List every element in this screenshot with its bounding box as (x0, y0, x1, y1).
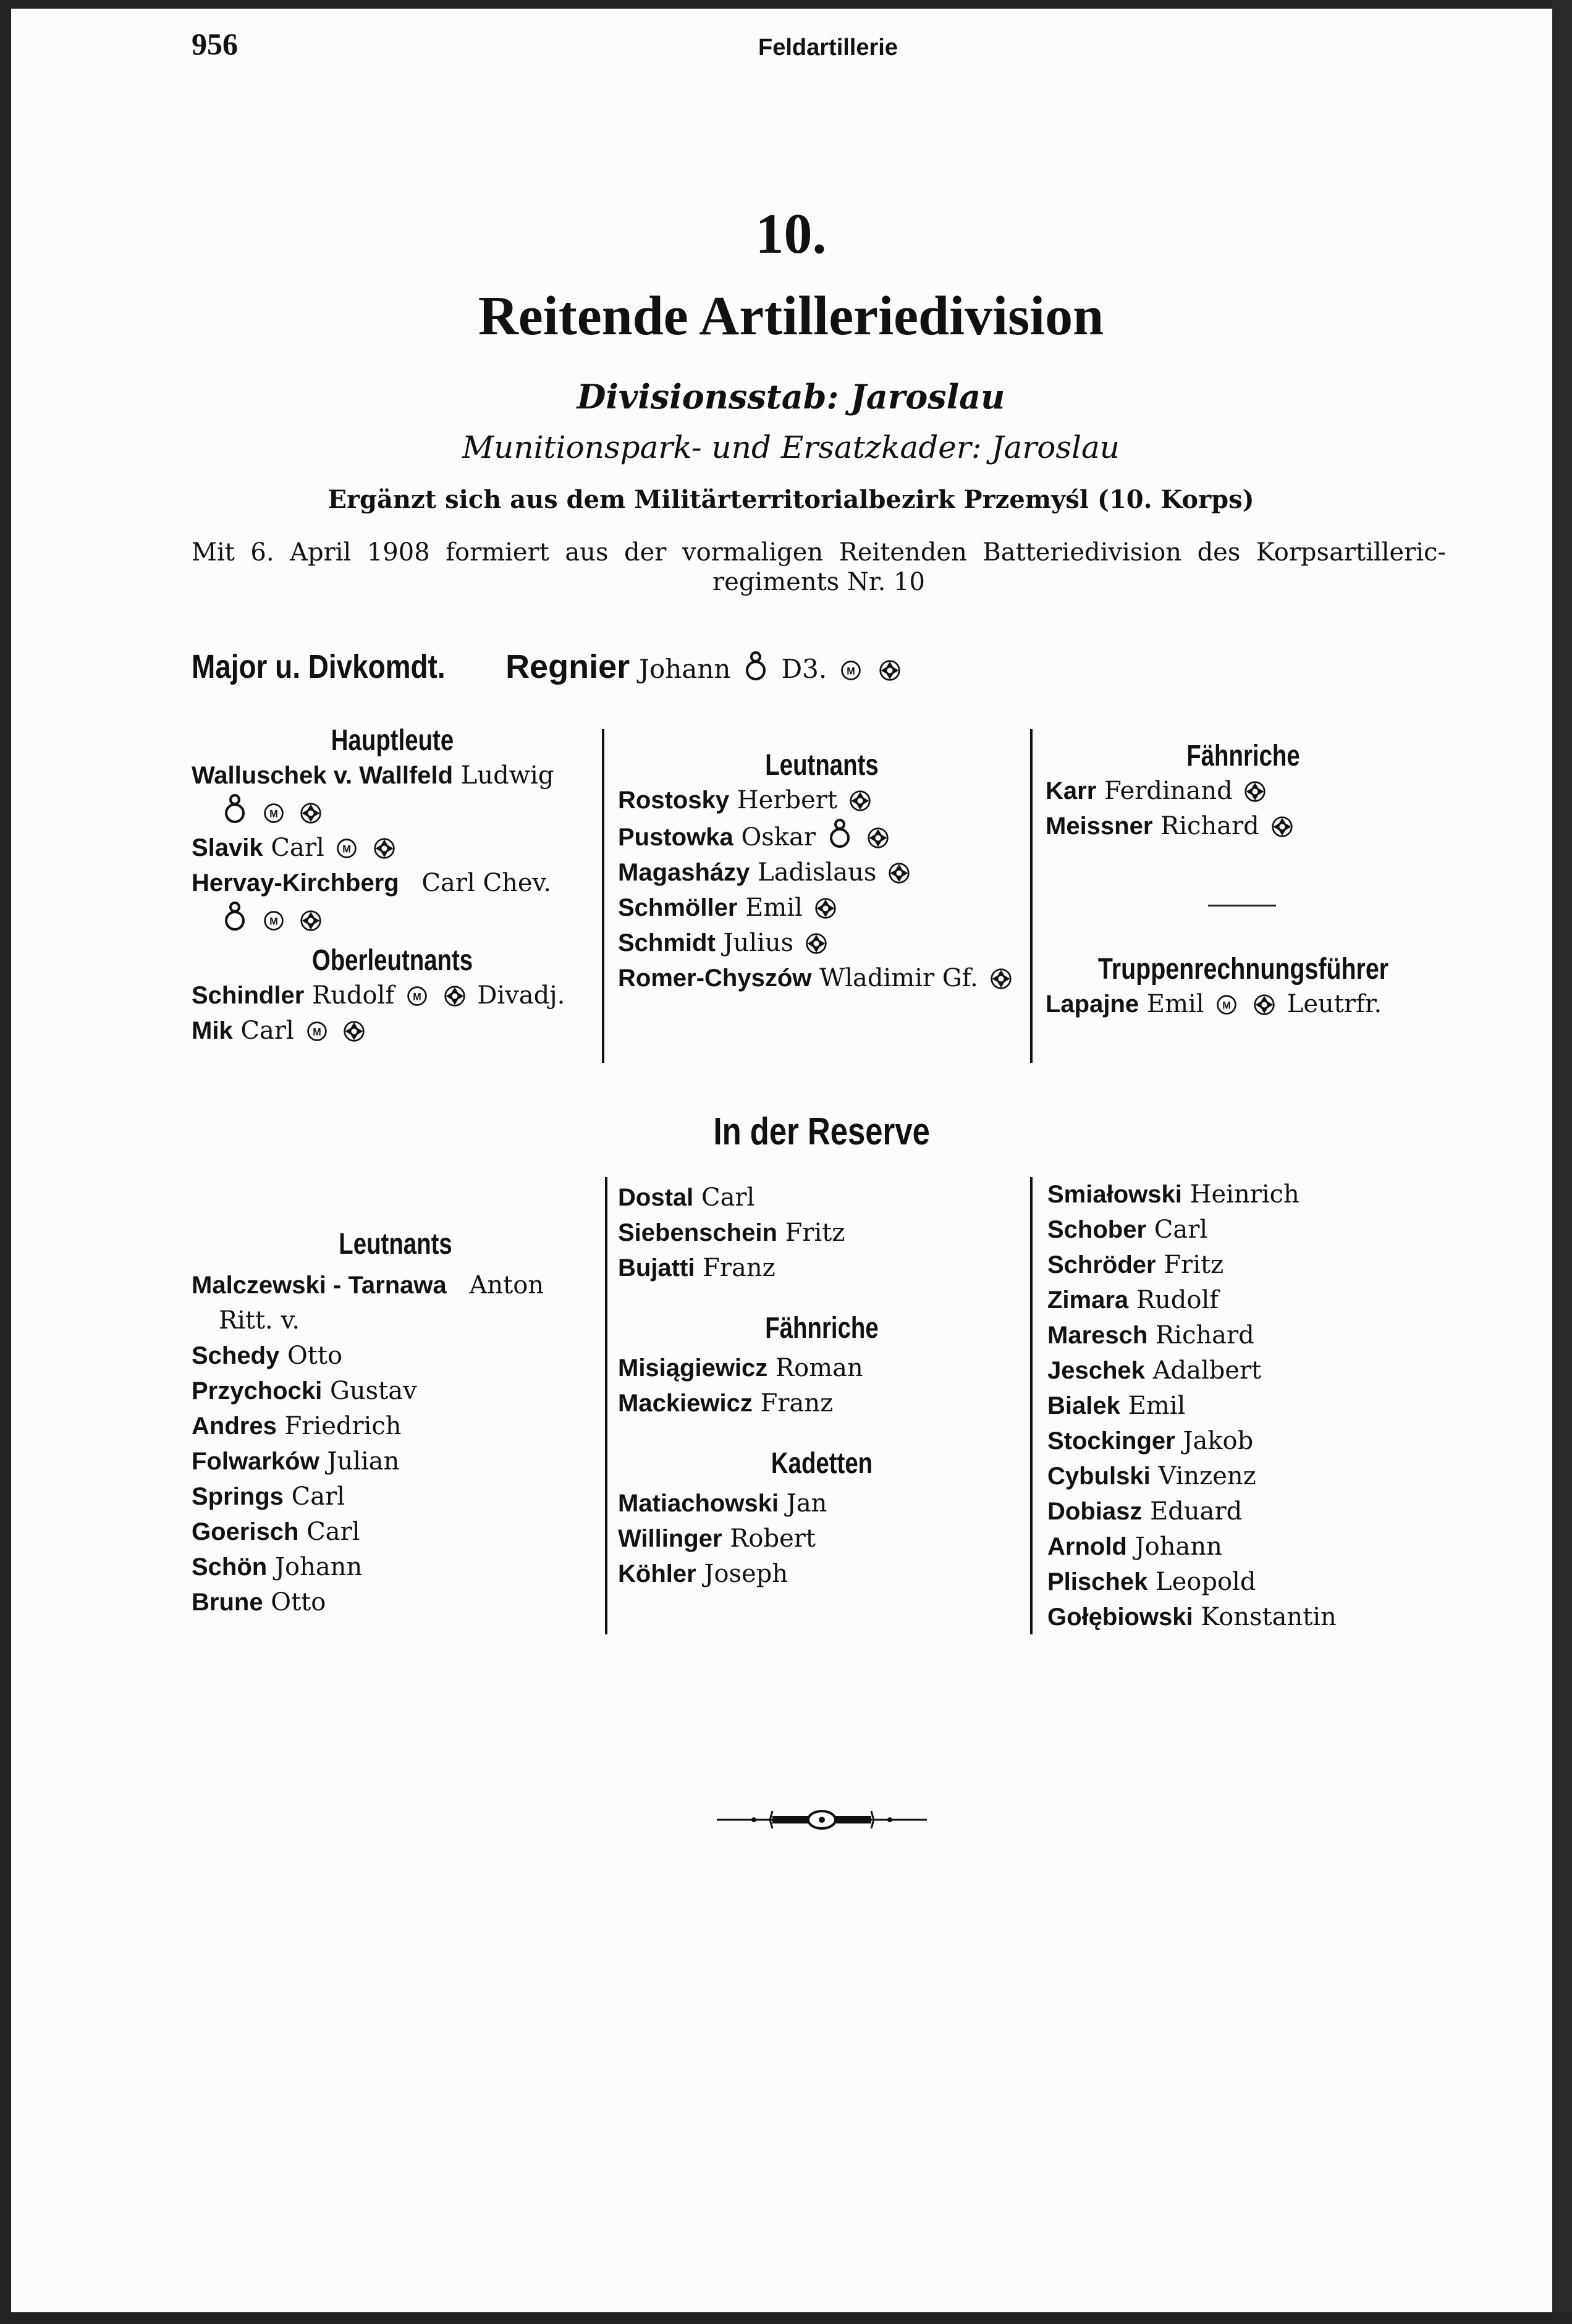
column-divider (1030, 729, 1033, 1063)
list-item: Maresch Richard (1047, 1321, 1254, 1350)
list-item: Schindler Rudolf Divadj. (192, 981, 565, 1010)
list-item: Malczewski - Tarnawa Anton (192, 1271, 544, 1299)
list-item: Folwarków Julian (192, 1447, 400, 1476)
medal-m-icon (406, 985, 428, 1007)
list-item: Smiałowski Heinrich (1047, 1180, 1299, 1209)
cross-icon (373, 837, 395, 860)
medal-m-icon (263, 910, 285, 932)
ring-icon (743, 651, 768, 682)
list-item: Karr Ferdinand (1046, 774, 1441, 809)
list-item: Schmöller Emil (618, 890, 1026, 926)
list-item: Bujatti Franz (618, 1254, 775, 1282)
medal-m-icon (306, 1020, 328, 1042)
cross-icon (300, 910, 322, 932)
active-column-2 (618, 748, 1026, 996)
list-item: Willinger Robert (618, 1524, 816, 1553)
kadetten-header: Kadetten (771, 1447, 873, 1480)
list-item: Dobiasz Eduard (1047, 1497, 1243, 1526)
list-item: Schröder Fritz (1047, 1251, 1224, 1279)
column-divider (605, 1177, 607, 1634)
recruitment-district: Ergänzt sich aus dem Militärterritorialbezirk Przemyśl (10. Korps) (328, 485, 1254, 514)
cross-icon (990, 968, 1012, 990)
formation-note (192, 538, 1446, 597)
list-item: Andres Friedrich (192, 1412, 402, 1440)
cross-icon (849, 790, 871, 812)
leutnants-header: Leutnants (765, 749, 879, 782)
faehnriche-header: Fähnriche (1186, 740, 1300, 772)
list-item: Bialek Emil (1047, 1392, 1186, 1420)
list-item-continuation: Ritt. v. (219, 1306, 300, 1335)
list-item: Walluschek v. Wallfeld Ludwig (192, 761, 554, 790)
decorations-row (192, 901, 593, 938)
reserve-faehnriche-header: Fähnriche (765, 1312, 879, 1345)
list-item: Mackiewicz Franz (618, 1389, 834, 1418)
cross-icon (1253, 994, 1275, 1016)
hauptleute-header: Hauptleute (331, 724, 454, 757)
cross-icon (444, 985, 466, 1007)
list-item: Lapajne Emil Leutrfr. (1046, 990, 1382, 1018)
reserve-column-1 (192, 1227, 599, 1620)
medal-m-icon (1215, 994, 1238, 1016)
list-item: Schober Carl (1047, 1215, 1208, 1244)
list-item: Schön Johann (192, 1553, 363, 1581)
list-item: Matiachowski Jan (618, 1489, 827, 1518)
list-item: Cybulski Vinzenz (1047, 1462, 1256, 1490)
ring-icon (222, 793, 247, 824)
list-item: Gołębiowski Konstantin (1047, 1603, 1337, 1631)
list-item: Zimara Rudolf (1047, 1286, 1219, 1314)
list-item: Köhler Joseph (618, 1560, 788, 1588)
list-item: Rostosky Herbert (618, 783, 1026, 818)
truppenrechnungsfuehrer-header: Truppenrechnungsführer (1097, 953, 1389, 986)
cross-icon (1244, 780, 1266, 803)
cross-icon (805, 932, 827, 955)
formation-note-line-1: Mit 6. April 1908 formiert aus der vormaligen Reitenden Batteriedivision des Korpsartilleric- (192, 538, 1446, 567)
commander-line (192, 648, 905, 686)
page-title: Reitende Artilleriedivision (478, 285, 1104, 347)
reserve-column-2 (618, 1180, 1026, 1592)
list-item: Goerisch Carl (192, 1518, 360, 1546)
list-item: Pustowka Oskar (618, 818, 1026, 855)
scan-border-right (1552, 0, 1572, 2324)
medal-m-icon (840, 659, 862, 682)
list-item: Dostal Carl (618, 1183, 755, 1212)
staff-location: Divisionsstab: Jaroslau (577, 377, 1005, 416)
active-column-3 (1046, 738, 1441, 844)
unit-number: 10. (755, 202, 827, 265)
end-ornament (717, 1807, 927, 1832)
reserve-leutnants-header: Leutnants (339, 1228, 452, 1261)
list-item: Przychocki Gustav (192, 1377, 417, 1405)
medal-m-icon (336, 837, 358, 860)
list-item: Schmidt Julius (618, 926, 1026, 961)
formation-note-line-2: regiments Nr. 10 (712, 568, 925, 596)
commander-d3: D3. (781, 654, 827, 684)
list-item: Stockinger Jakob (1047, 1427, 1254, 1455)
active-column-3b (1046, 952, 1441, 1022)
page-number: 956 (192, 27, 238, 61)
ring-icon (222, 901, 247, 932)
list-item: Mik Carl (192, 1013, 593, 1049)
oberleutnants-header: Oberleutnants (311, 944, 473, 977)
cross-icon (1271, 816, 1293, 838)
section-divider (1208, 905, 1276, 906)
cross-icon (300, 802, 322, 824)
cross-icon (867, 827, 889, 849)
running-head: Feldartillerie (758, 35, 898, 61)
active-column-1 (192, 723, 593, 1049)
list-item: Plischek Leopold (1047, 1568, 1256, 1596)
depot-location: Munitionspark- und Ersatzkader: Jaroslau (462, 429, 1120, 465)
column-divider (602, 729, 604, 1063)
list-item: Slavik Carl (192, 830, 593, 866)
column-divider (1030, 1177, 1033, 1634)
list-item: Misiągiewicz Roman (618, 1354, 863, 1382)
ring-icon (827, 818, 852, 849)
list-item: Jeschek Adalbert (1047, 1356, 1262, 1385)
scan-border-bottom (0, 2312, 1572, 2324)
reserve-header: In der Reserve (713, 1110, 931, 1153)
commander-surname: Regnier (505, 648, 630, 685)
scan-border-top (0, 0, 1572, 9)
commander-first-name: Johann (639, 654, 731, 684)
list-item: Siebenschein Fritz (618, 1219, 845, 1247)
cross-icon (879, 659, 901, 682)
list-item: Springs Carl (192, 1482, 345, 1511)
cross-icon (888, 862, 910, 884)
list-item: Magasházy Ladislaus (618, 855, 1026, 890)
list-item: Schedy Otto (192, 1342, 343, 1370)
medal-m-icon (263, 802, 285, 824)
list-item: Romer-Chyszów Wladimir Gf. (618, 961, 1026, 996)
list-item: Hervay-Kirchberg Carl Chev. (192, 869, 552, 897)
list-item: Arnold Johann (1047, 1532, 1222, 1561)
cross-icon (814, 897, 837, 919)
decorations-row (192, 793, 593, 830)
commander-rank: Major u. Divkomdt. (192, 648, 446, 685)
reserve-column-3 (1047, 1177, 1443, 1635)
scan-border-left (0, 0, 11, 2324)
list-item: Meissner Richard (1046, 809, 1441, 844)
list-item: Brune Otto (192, 1588, 326, 1616)
cross-icon (343, 1020, 365, 1042)
